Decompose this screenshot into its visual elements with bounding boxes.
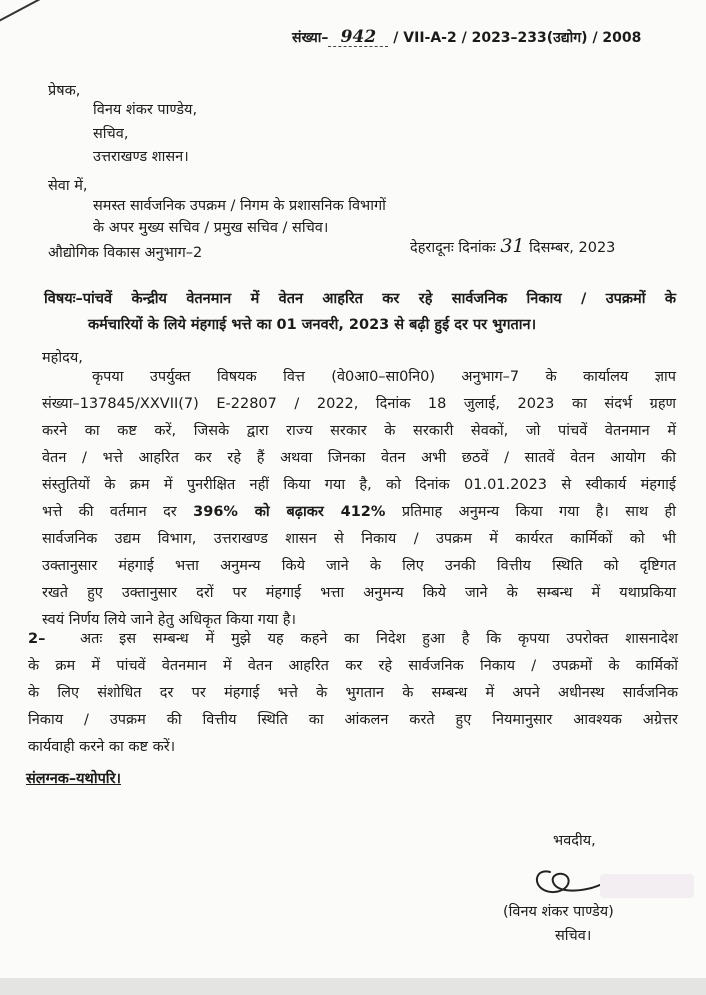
para1-line: कृपया उपर्युक्त विषयक वित्त (वे0आ0–सा0नि0) अनुभाग–7 के कार्यालय ज्ञाप <box>92 369 676 385</box>
recipient-label: सेवा में, <box>48 178 88 194</box>
reference-handwritten-number: 942 <box>328 28 388 47</box>
paragraph-1 <box>42 364 676 634</box>
subject-line-2: कर्मचारियों के लिये मंहगाई भत्ते का 01 जनवरी, 2023 से बढ़ी हुई दर पर भुगतान। <box>88 317 537 333</box>
para1-line: उक्तानुसार मंहगाई भत्ता अनुमन्य किये जाने के लिए उनकी वित्तीय स्थिति को दृष्टिगत <box>42 558 676 574</box>
para2-line: कार्यवाही करने का कष्ट करें। <box>28 739 176 755</box>
date-rest: दिसम्बर, 2023 <box>529 240 616 256</box>
sender-label: प्रेषक, <box>48 83 81 99</box>
recipient-line-1: समस्त सार्वजनिक उपक्रम / निगम के प्रशासनिक विभागों <box>93 198 386 214</box>
letter-date <box>410 237 615 257</box>
para1-rate-change: 396% को बढ़ाकर 412% <box>193 504 386 520</box>
para1-line: करने का कष्ट करें, जिसके द्वारा राज्य सरकार के सरकारी सेवकों, जो पांचवें वेतनमान में <box>42 423 676 439</box>
para2-line: के क्रम में पांचवें वेतनमान में वेतन आहरित कर रहे सार्वजनिक निकाय / उपक्रमों के कार्मिकों <box>28 658 678 674</box>
date-handwritten-day: 31 <box>500 235 525 257</box>
scan-bottom-edge <box>0 978 706 995</box>
sender-designation: सचिव, <box>93 126 129 142</box>
para1-line: संख्या–137845/XXVII(7) E-22807 / 2022, दिनांक 18 जुलाई, 2023 का संदर्भ ग्रहण <box>42 396 676 412</box>
date-prefix: देहरादूनः दिनांकः <box>410 240 496 256</box>
sender-organisation: उत्तराखण्ड शासन। <box>93 149 189 165</box>
salutation: महोदय, <box>42 350 83 366</box>
para1-line: सार्वजनिक उद्यम विभाग, उत्तराखण्ड शासन से निकाय / उपक्रम में कार्यरत कार्मिकों को भी <box>42 531 676 547</box>
recipient-line-2: के अपर मुख्य सचिव / प्रमुख सचिव / सचिव। <box>93 220 329 236</box>
para1-rate-suffix: प्रतिमाह अनुमन्य किया गया है। साथ ही <box>401 504 676 520</box>
redacted-area <box>600 874 694 898</box>
sender-name: विनय शंकर पाण्डेय, <box>93 102 198 118</box>
closing-yours: भवदीय, <box>553 833 596 849</box>
para1-line: वेतन / भत्ते आहरित कर रहे हैं अथवा जिनका वेतन अभी छठवें / सातवें वेतन आयोग की <box>42 450 676 466</box>
para2-line: निकाय / उपक्रम की वित्तीय स्थिति का आंकलन करते हुए नियमानुसार आवश्यक अग्रेत्तर <box>28 712 678 728</box>
para1-rate-prefix: भत्ते की वर्तमान दर <box>42 504 177 520</box>
closing-designation: सचिव। <box>555 928 592 944</box>
para2-line-1-text: अतः इस सम्बन्ध में मुझे यह कहने का निदेश हुआ है कि कृपया उपरोक्त शासनादेश <box>80 631 678 647</box>
reference-label: संख्या– <box>292 30 329 46</box>
subject <box>44 286 676 338</box>
para2-number: 2– <box>28 631 46 647</box>
para1-line: संस्तुतियों के क्रम में पुनरीक्षित नहीं किया गया है, को दिनांक 01.01.2023 से स्वीकार्य मंहगाई <box>42 477 676 493</box>
para2-line-1 <box>28 626 678 653</box>
paper-fold-mark <box>0 0 42 32</box>
reference-number <box>292 28 641 47</box>
reference-rest: / VII-A-2 / 2023–233(उद्योग) / 2008 <box>393 30 642 46</box>
para1-line: रखते हुए उक्तानुसार दरों पर मंहगाई भत्ता अनुमन्य किये जाने के सम्बन्ध में यथाप्रकिया <box>42 585 676 601</box>
subject-line-1: विषयः–पांचवें केन्द्रीय वेतनमान में वेतन आहरित कर रहे सार्वजनिक निकाय / उपक्रमों के <box>44 291 676 307</box>
closing-name: (विनय शंकर पाण्डेय) <box>503 904 614 920</box>
para1-line: स्वयं निर्णय लिये जाने हेतु अधिकृत किया गया है। <box>42 612 296 628</box>
para2-line: के लिए संशोधित दर पर मंहगाई भत्ते के भुगतान के सम्बन्ध में अपने अधीनस्थ सार्वजनिक <box>28 685 678 701</box>
section-name: औद्योगिक विकास अनुभाग–2 <box>48 245 203 261</box>
paragraph-2 <box>28 626 678 761</box>
enclosure-note: संलग्नक–यथोपरि। <box>26 771 121 787</box>
para1-line-rates <box>42 499 676 526</box>
